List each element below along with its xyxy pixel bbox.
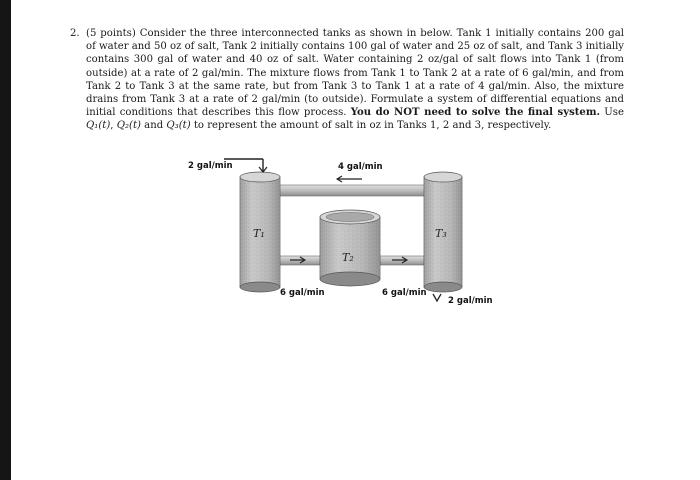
- variable-q2: Q₂(t): [116, 120, 141, 132]
- problem-statement: Consider the three interconnected tanks as shown in below. Tank 1 initially contains 200 gal of water and 50 oz of salt, Tank 2 initially contains 100 gal of water and 25 oz of salt, and Tank 3 initially contains 300 gal of water and 40 oz of salt. Water containing 2 oz/gal of salt flows into Tank 1 (from outside) at a rate of 2 gal/min. The mixture flows from Tank 1 to Tank 2 at a rate of 6 gal/min, and from Tank 2 to Tank 3 at the same rate, but from Tank 3 to Tank 1 at a rate of 4 gal/min. Also, the mixture drains from Tank 3 at a rate of 2 gal/min (to outside). Formulate a system of differential equations and initial conditions that describes this flow process.: [86, 28, 624, 119]
- tank2-label: T₂: [342, 251, 354, 264]
- variable-q1: Q₁(t): [86, 120, 111, 132]
- problem-text: [72, 27, 624, 133]
- tank3-label: T₃: [435, 227, 447, 240]
- outflow-arrow: [433, 294, 441, 301]
- top-flow-label: 4 gal/min: [338, 162, 383, 172]
- top-pipe: [276, 185, 428, 196]
- problem-points: (5 points): [86, 28, 136, 39]
- problem-number: 2.: [70, 28, 80, 39]
- problem-bold-note: You do NOT need to solve the final system.: [350, 107, 601, 119]
- left-edge-bar: [0, 0, 11, 480]
- top-flow-arrow: [337, 176, 362, 182]
- flow23-label: 6 gal/min: [382, 288, 427, 298]
- tank-2: [320, 210, 380, 286]
- tank-diagram-svg: [180, 155, 510, 315]
- tank1-label: T₁: [253, 227, 265, 240]
- flow12-label: 6 gal/min: [280, 288, 325, 298]
- tank-diagram: [180, 155, 510, 315]
- problem-and-word: and: [144, 120, 164, 132]
- inflow-label: 2 gal/min: [188, 161, 233, 171]
- outflow-label: 2 gal/min: [448, 296, 493, 306]
- variable-q3: Q₃(t): [166, 120, 191, 132]
- problem-body: (5 points) Consider the three interconnected tanks as shown in below. Tank 1 initially contains 200 gal of water and 50 oz of salt, Tank 2 initially contains 100 gal of water and 25 oz of salt, and Tank 3 initially contains 300 gal of water and 40 oz of salt. Water containing 2 oz/gal of salt flows into Tank 1 (from outside) at a rate of 2 gal/min. The mixture flows from Tank 1 to Tank 2 at a rate of 6 gal/min, and from Tank 2 to Tank 3 at the same rate, but from Tank 3 to Tank 1 at a rate of 4 gal/min. Also, the mixture drains from Tank 3 at a rate of 2 gal/min (to outside). Formulate a system of differential equations and initial conditions that describes this flow process. You do NOT need to solve the final system. Use Q₁(t), Q₂(t) and Q₃(t) to represent the amount of salt in oz in Tanks 1, 2 and 3, respectively.: [86, 28, 624, 132]
- problem-closing: to represent the amount of salt in oz in Tanks 1, 2 and 3, respectively.: [193, 120, 552, 132]
- problem-use-prefix: Use: [604, 107, 624, 119]
